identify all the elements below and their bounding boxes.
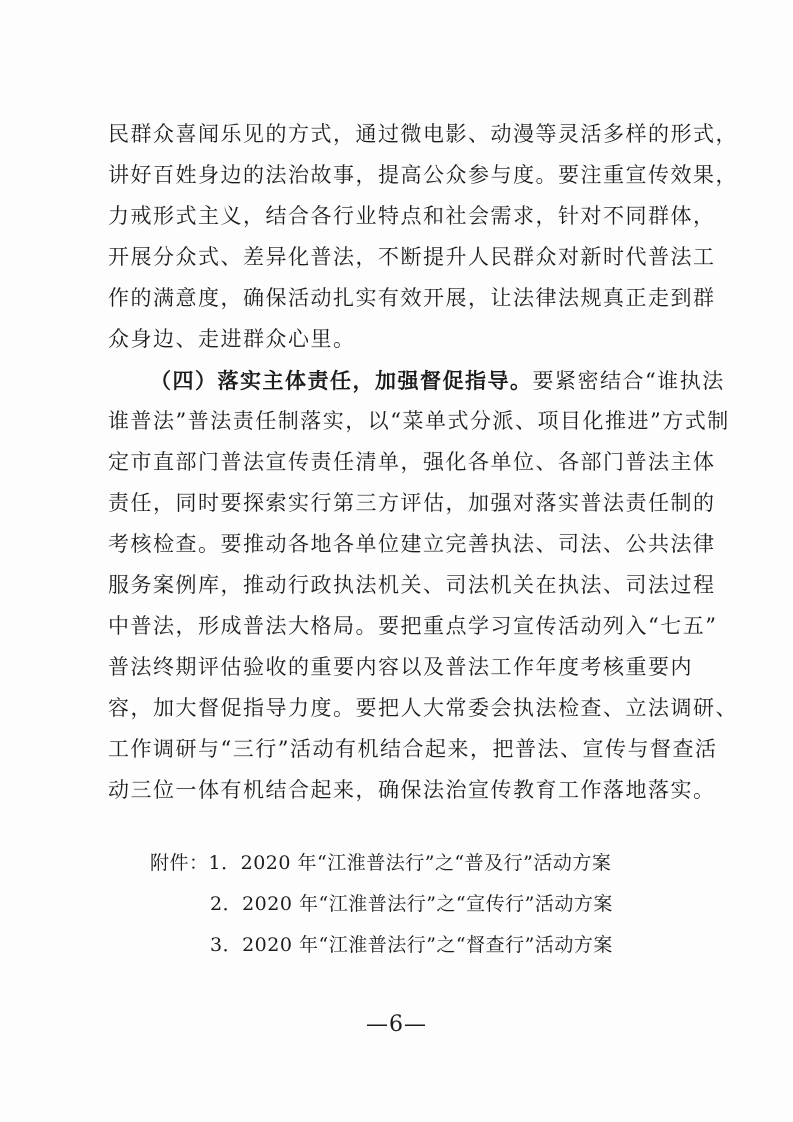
text-line (108, 360, 725, 401)
body-text (108, 114, 738, 811)
section-heading: （四）落实主体责任，加强督促指导。 (150, 368, 533, 393)
text-line: 容，加大督促指导力度。要把人大常委会执法检查、立法调研、 (108, 696, 738, 720)
text-line: 考核检查。要推动各地各单位建立完善执法、司法、公共法律 (108, 532, 716, 556)
appendix-list (150, 843, 670, 966)
appendix-item: 2．2020 年“江淮普法行”之“宣传行”活动方案 (210, 893, 613, 915)
text-line: 讲好百姓身边的法治故事，提高公众参与度。要注重宣传效果， (108, 163, 738, 187)
appendix-label: 附件： (150, 852, 209, 874)
appendix-item (150, 843, 670, 884)
appendix-title: 1．2020 年“江淮普法行”之“普及行”活动方案 (208, 852, 612, 874)
text-line: 工作调研与“三行”活动有机结合起来，把普法、宣传与督查活 (108, 737, 718, 761)
paragraph-2 (108, 360, 738, 811)
text-line: 中普法，形成普法大格局。要把重点学习宣传活动列入“七五” (108, 614, 718, 638)
text-span: 要紧密结合“谁执法 (532, 369, 725, 393)
text-line: 作的满意度，确保活动扎实有效开展，让法律法规真正走到群 (108, 286, 716, 310)
text-line: 服务案例库，推动行政执法机关、司法机关在执法、司法过程 (108, 573, 716, 597)
text-line: 民群众喜闻乐见的方式，通过微电影、动漫等灵活多样的形式， (108, 122, 738, 146)
text-line: 定市直部门普法宣传责任清单，强化各单位、各部门普法主体 (108, 450, 716, 474)
text-line: 责任，同时要探索实行第三方评估，加强对落实普法责任制的 (108, 491, 716, 515)
text-line: 众身边、走进群众心里。 (108, 327, 356, 351)
text-line: 开展分众式、差异化普法，不断提升人民群众对新时代普法工 (108, 245, 716, 269)
page-number: —6— (366, 1012, 427, 1037)
text-line: 力戒形式主义，结合各行业特点和社会需求，针对不同群体， (108, 204, 716, 228)
text-line: 动三位一体有机结合起来，确保法治宣传教育工作落地落实。 (108, 778, 716, 802)
appendix-item: 3．2020 年“江淮普法行”之“督查行”活动方案 (210, 934, 613, 956)
text-line: 谁普法”普法责任制落实，以“菜单式分派、项目化推进”方式制 (108, 409, 730, 433)
paragraph-1 (108, 114, 738, 360)
text-line: 普法终期评估验收的重要内容以及普法工作年度考核重要内 (108, 655, 693, 679)
